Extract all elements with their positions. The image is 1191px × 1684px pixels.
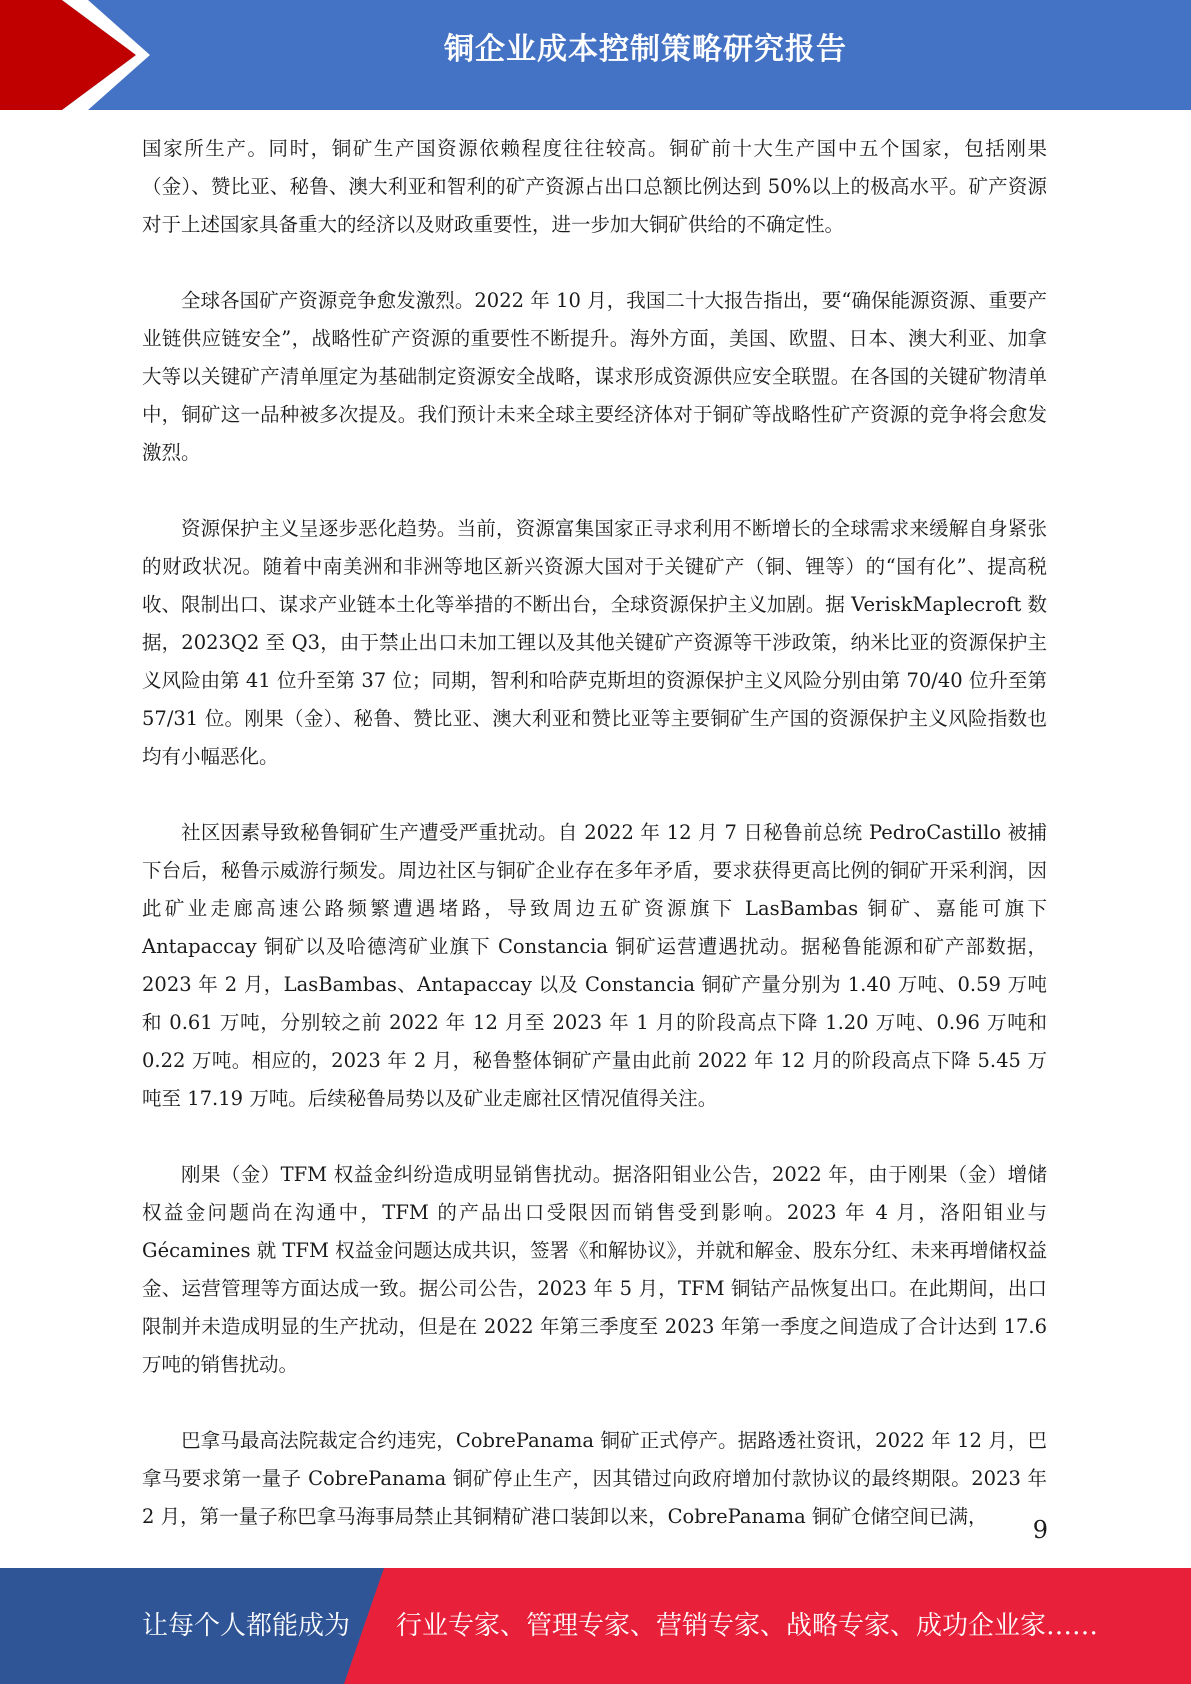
report-title: 铜企业成本控制策略研究报告 [444, 32, 847, 67]
page-footer [0, 1568, 1191, 1684]
paragraph: 社区因素导致秘鲁铜矿生产遭受严重扰动。自 2022 年 12 月 7 日秘鲁前总统 PedroCastillo 被捕下台后，秘鲁示威游行频发。周边社区与铜矿企业存在多年矛盾，要求获得更高比例的铜矿开采利润，因此矿业走廊高速公路频繁遭遇堵路，导致周边五矿资源旗下 LasBambas 铜矿、嘉能可旗下 Antapaccay 铜矿以及哈德湾矿业旗下 Constancia 铜矿运营遭遇扰动。据秘鲁能源和矿产部数据，2023 年 2 月，LasBambas、Antapaccay 以及 Constancia 铜矿产量分别为 1.40 万吨、0.59 万吨和 0.61 万吨，分别较之前 2022 年 12 月至 2023 年 1 月的阶段高点下降 1.20 万吨、0.96 万吨和 0.22 万吨。相应的，2023 年 2 月，秘鲁整体铜矿产量由此前 2022 年 12 月的阶段高点下降 5.45 万吨至 17.19 万吨。后续秘鲁局势以及矿业走廊社区情况值得关注。 [142, 821, 1047, 1110]
page-number: 9 [1032, 1516, 1048, 1544]
footer-slogan-right: 行业专家、管理专家、营销专家、战略专家、成功企业家…… [396, 1611, 1099, 1641]
footer-slogan-left: 让每个人都能成为 [142, 1611, 351, 1641]
paragraph: 国家所生产。同时，铜矿生产国资源依赖程度往往较高。铜矿前十大生产国中五个国家，包括刚果（金）、赞比亚、秘鲁、澳大利亚和智利的矿产资源占出口总额比例达到 50%以上的极高水平。矿产资源对于上述国家具备重大的经济以及财政重要性，进一步加大铜矿供给的不确定性。 [142, 137, 1047, 236]
paragraph: 全球各国矿产资源竞争愈发激烈。2022 年 10 月，我国二十大报告指出，要“确保能源资源、重要产业链供应链安全”，战略性矿产资源的重要性不断提升。海外方面，美国、欧盟、日本、澳大利亚、加拿大等以关键矿产清单厘定为基础制定资源安全战略，谋求形成资源供应安全联盟。在各国的关键矿物清单中，铜矿这一品种被多次提及。我们预计未来全球主要经济体对于铜矿等战略性矿产资源的竞争将会愈发激烈。 [142, 289, 1047, 464]
body-text [142, 130, 1047, 1536]
paragraph: 刚果（金）TFM 权益金纠纷造成明显销售扰动。据洛阳钼业公告，2022 年，由于刚果（金）增储权益金问题尚在沟通中，TFM 的产品出口受限因而销售受到影响。2023 年 4 月，洛阳钼业与 Gécamines 就 TFM 权益金问题达成共识，签署《和解协议》，并就和解金、股东分红、未来再增储权益金、运营管理等方面达成一致。据公司公告，2023 年 5 月，TFM 铜钴产品恢复出口。在此期间，出口限制并未造成明显的生产扰动，但是在 2022 年第三季度至 2023 年第一季度之间造成了合计达到 17.6 万吨的销售扰动。 [142, 1163, 1047, 1376]
page-header [0, 0, 1191, 110]
paragraph: 资源保护主义呈逐步恶化趋势。当前，资源富集国家正寻求利用不断增长的全球需求来缓解自身紧张的财政状况。随着中南美洲和非洲等地区新兴资源大国对于关键矿产（铜、锂等）的“国有化”、提高税收、限制出口、谋求产业链本土化等举措的不断出台，全球资源保护主义加剧。据 VeriskMaplecroft 数据，2023Q2 至 Q3，由于禁止出口未加工锂以及其他关键矿产资源等干涉政策，纳米比亚的资源保护主义风险由第 41 位升至第 37 位；同期，智利和哈萨克斯坦的资源保护主义风险分别由第 70/40 位升至第 57/31 位。刚果（金）、秘鲁、赞比亚、澳大利亚和赞比亚等主要铜矿生产国的资源保护主义风险指数也均有小幅恶化。 [142, 517, 1047, 768]
header-arrow-decoration [0, 0, 160, 110]
paragraph: 巴拿马最高法院裁定合约违宪，CobrePanama 铜矿正式停产。据路透社资讯，2022 年 12 月，巴拿马要求第一量子 CobrePanama 铜矿停止生产，因其错过向政府增加付款协议的最终期限。2023 年 2 月，第一量子称巴拿马海事局禁止其铜精矿港口装卸以来，CobrePanama 铜矿仓储空间已满， [142, 1429, 1047, 1528]
